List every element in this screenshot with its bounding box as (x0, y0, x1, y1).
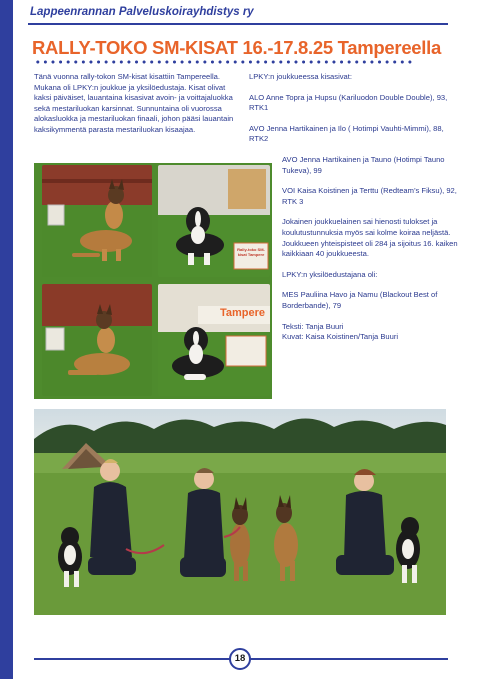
credits-text: Teksti: Tanja Buuri (282, 321, 344, 331)
border-collie-photo (158, 165, 270, 277)
individual-heading: LPKY:n yksilöedustajana oli: (282, 269, 378, 279)
running-head: Lappeenrannan Palveluskoirayhdistys ry (30, 6, 254, 18)
team-group-photo (34, 409, 446, 615)
individual-entry: MES Pauliina Havo ja Namu (Blackout Best of Borderbande), 79 (282, 290, 438, 310)
malinois-photo (42, 165, 152, 277)
team-entry: AVO Jenna Hartikainen ja Ilo ( Hotimpi Vauhti-Mimmi), 88, RTK2 (249, 123, 444, 144)
team-entry: ALO Anne Topra ja Hupsu (Kariluodon Double Double), 93, RTK1 (249, 92, 448, 113)
banner-text: Tampere (220, 307, 266, 319)
photo-collage (34, 163, 272, 399)
malinois-lying-photo (42, 284, 152, 396)
team-entry: VOI Kaisa Koistinen ja Terttu (Redteam’s Fiksu), 92, RTK 3 (282, 186, 457, 206)
team-entry: AVO Jenna Hartikainen ja Tauno (Hotimpi Tauno Tukeva), 99 (282, 154, 445, 175)
team-summary: Jokainen joukkuelainen sai hienosti tulokset ja koulutustunnuksia myös sai kolme koiraa neljästä. Joukkueen yhteispisteet oli 284 ja sijoitus 16. kaiken kaikkiaan 40 joukkueesta. (282, 217, 458, 259)
results-column (249, 72, 459, 353)
title-dotted-rule (34, 60, 416, 64)
intro-paragraph: Tänä vuonna rally-tokon SM-kisat kisattiin Tampereella. Mukana oli LPKY:n joukkue ja yksilöedustaja. Kisat olivat kaksi päiväiset, lauantaina kisasivat avoin- ja voittajaluokka sekä mestariluokan karsinnat. Sunnuntaina oli vuorossa alokasluokka ja mestariluokan finaali, johon pääsi lauantain kaksikymmentä parasta mestariluokan kisaajaa. (34, 72, 234, 134)
team-heading: LPKY:n joukkueessa kisasivat: (249, 72, 352, 81)
article-title: RALLY-TOKO SM-KISAT 16.-17.8.25 Tampereella (32, 37, 441, 58)
left-side-bar (0, 0, 13, 679)
article-intro-column (34, 72, 244, 146)
sign-label: Rally-toko SM-kisat Tampere (237, 247, 265, 257)
page-number: 18 (229, 648, 251, 670)
header-rule (28, 23, 448, 25)
credits-photos: Kuvat: Kaisa Koistinen/Tanja Buuri (282, 332, 399, 342)
border-collie-lying-photo (158, 284, 270, 396)
